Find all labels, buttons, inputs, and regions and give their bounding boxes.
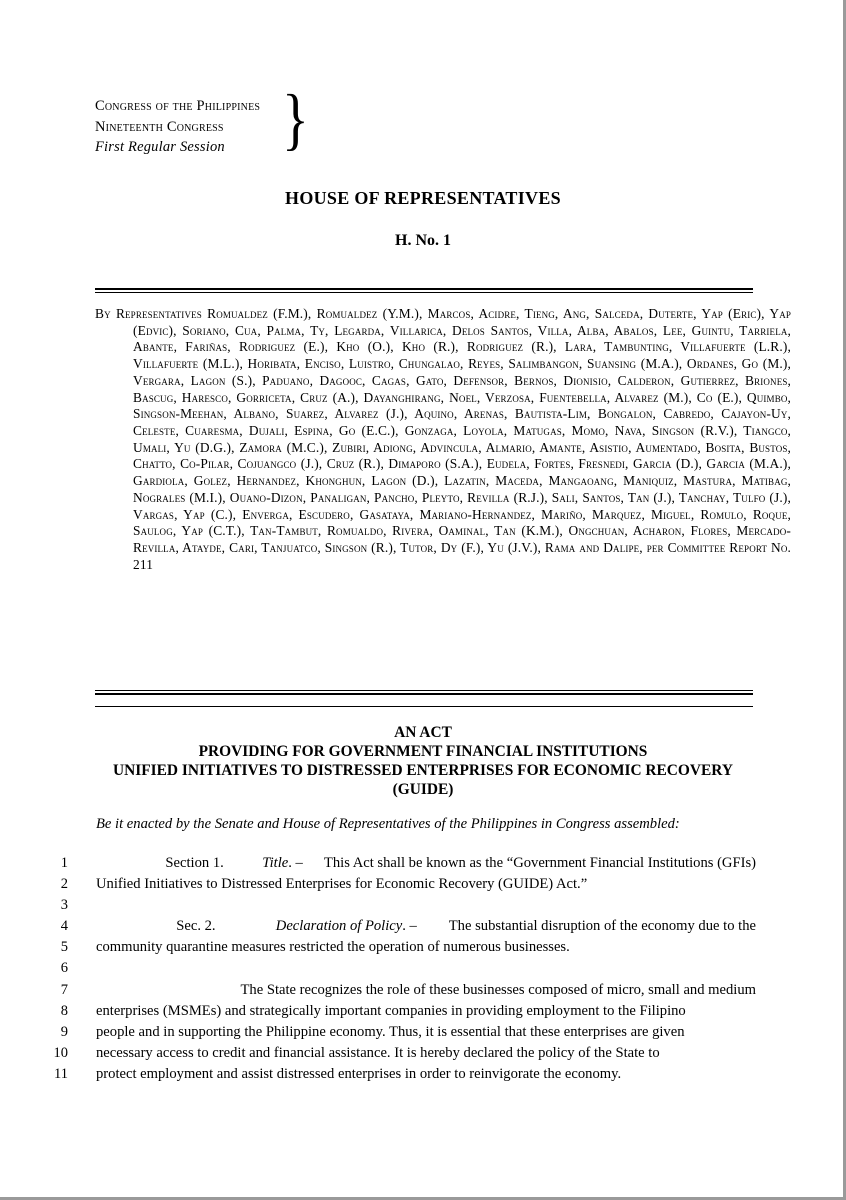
congress-header — [95, 96, 425, 158]
page-title: HOUSE OF REPRESENTATIVES — [285, 188, 561, 208]
act-title-line-3: UNIFIED INITIATIVES TO DISTRESSED ENTERPRISES FOR ECONOMIC RECOVERY — [113, 762, 733, 779]
line-number: 7 — [60, 981, 68, 998]
line-number: 8 — [60, 1002, 68, 1019]
section-1-caption: Title — [262, 855, 289, 871]
line-number: 4 — [60, 918, 68, 935]
section-1-label: Section 1. — [165, 855, 224, 871]
divider-top — [95, 288, 753, 293]
line-number: 10 — [53, 1044, 68, 1061]
body-text — [0, 853, 846, 1085]
bill-number: H. No. 1 — [395, 232, 451, 249]
body-row — [0, 1001, 846, 1022]
body-row — [0, 937, 846, 958]
body-line: enterprises (MSMEs) and strategically important companies in providing employment to the Filipino — [96, 1002, 686, 1019]
body-row — [0, 916, 846, 937]
authors-block: By Representatives Romualdez (F.M.), Romualdez (Y.M.), Marcos, Acidre, Tieng, Ang, Salceda, Duterte, Yap (Eric), Yap (Edvic), Soriano, Cua, Palma, Ty, Legarda, Villarica, Delos Santos, Villa, Alba, Abalos, Lee, Guintu, Tarriela, Abante, Fariñas, Rodriguez (E.), Kho (O.), Kho (R.), Rodriguez (R.), Lara, Tambunting, Villafuerte (L.R.), Villafuerte (M.L.), Horibata, Enciso, Luistro, Chungalao, Reyes, Salimbangon, Suansing (M.A.), Ordanes, Go (M.), Vergara, Lagon (S.), Paduano, Dagooc, Cagas, Gato, Defensor, Bernos, Dionisio, Calderon, Gutierrez, Briones, Bascug, Haresco, Gorriceta, Cruz (A.), Dayanghirang, Noel, Verzosa, Fuentebella, Alvarez (M.), Co (E.), Quimbo, Singson-Meehan, Albano, Suarez, Alvarez (J.), Aquino, Arenas, Bautista-Lim, Bongalon, Cabredo, Cajayon-Uy, Celeste, Cuaresma, Dujali, Espina, Go (E.C.), Gonzaga, Loyola, Matugas, Momo, Nava, Singson (R.V.), Tiangco, Umali, Yu (D.G.), Zamora (M.C.), Zubiri, Adiong, Advincula, Almario, Amante, Asistio, Aumentado, Bosita, Bustos, Chatto, Co-Pilar, Cojuangco (J.), Cruz (R.), Dimaporo (S.A.), Eudela, Fortes, Fresnedi, Garcia (D.), Garcia (M.A.), Gardiola, Golez, Hernandez, Khonghun, Lagon (D.), Lazatin, Maceda, Mangaoang, Maniquiz, Mastura, Matibag, Nograles (M.I.), Ouano-Dizon, Panaligan, Pancho, Pleyto, Revilla (R.J.), Sali, Santos, Tan (J.), Tanchay, Tulfo (J.), Vargas, Yap (C.), Enverga, Escudero, Gasataya, Mariano-Hernandez, Mariño, Marquez, Miguel, Romulo, Roque, Saulog, Yap (C.T.), Tan-Tambut, Romualdo, Rivera, Oaminal, Tan (K.M.), Ongchuan, Acharon, Flores, Mercado-Revilla, Atayde, Cari, Tanjuatco, Singson (R.), Tutor, Dy (F.), Yu (J.V.), Rama and Dalipe, per Committee Report No. 211 — [95, 306, 791, 572]
section-2-label: Sec. 2. — [176, 918, 216, 935]
act-title-line-2: PROVIDING FOR GOVERNMENT FINANCIAL INSTITUTIONS — [198, 743, 648, 760]
body-row — [0, 1043, 846, 1064]
section-2-dash: . – — [402, 918, 421, 935]
act-title-line-4: (GUIDE) — [392, 781, 454, 798]
brace-glyph: } — [282, 82, 309, 158]
enacting-clause: Be it enacted by the Senate and House of Representatives of the Philippines in Congress assembled: — [96, 816, 680, 832]
body-row — [0, 853, 846, 874]
act-title-block — [73, 723, 773, 799]
body-row — [0, 1022, 846, 1043]
section-2-text-1: The substantial disruption of the economy due to the — [448, 918, 756, 935]
act-title-line-1: AN ACT — [394, 724, 452, 741]
body-line: protect employment and assist distressed enterprises in order to reinvigorate the economy. — [96, 1065, 622, 1082]
section-2-caption: Declaration of Policy — [275, 918, 403, 935]
body-row — [0, 1064, 846, 1085]
line-number: 6 — [60, 960, 68, 977]
body-row — [0, 980, 846, 1001]
body-row — [0, 895, 846, 916]
divider-act-title — [95, 706, 753, 707]
body-row — [0, 874, 846, 895]
line-number: 1 — [60, 855, 68, 871]
body-line: Unified Initiatives to Distressed Enterprises for Economic Recovery (GUIDE) Act.” — [96, 876, 588, 893]
body-line — [96, 853, 756, 874]
body-row — [0, 958, 846, 979]
congress-name: Congress of the Philippines — [95, 98, 261, 114]
body-line: necessary access to credit and financial assistance. It is hereby declared the policy of the State to — [96, 1044, 660, 1061]
section-1-text-1: This Act shall be known as the “Government Financial Institutions (GFIs) — [323, 855, 756, 871]
congress-session-number: Nineteenth Congress — [95, 118, 224, 135]
body-line: people and in supporting the Philippine economy. Thus, it is essential that these enterprises are given — [96, 1023, 685, 1040]
line-number: 5 — [60, 939, 68, 956]
divider-bottom — [95, 690, 753, 695]
line-number: 11 — [54, 1065, 68, 1082]
line-number: 2 — [60, 876, 68, 893]
paragraph-3-line-1: The State recognizes the role of these businesses composed of micro, small and medium — [240, 981, 756, 998]
body-line: community quarantine measures restricted the operation of numerous businesses. — [96, 939, 570, 956]
body-line — [96, 916, 756, 937]
section-1-dash: . – — [288, 855, 307, 871]
line-number: 3 — [60, 897, 68, 914]
body-line — [96, 980, 756, 1001]
line-number: 9 — [60, 1023, 68, 1040]
congress-session: First Regular Session — [95, 139, 225, 156]
